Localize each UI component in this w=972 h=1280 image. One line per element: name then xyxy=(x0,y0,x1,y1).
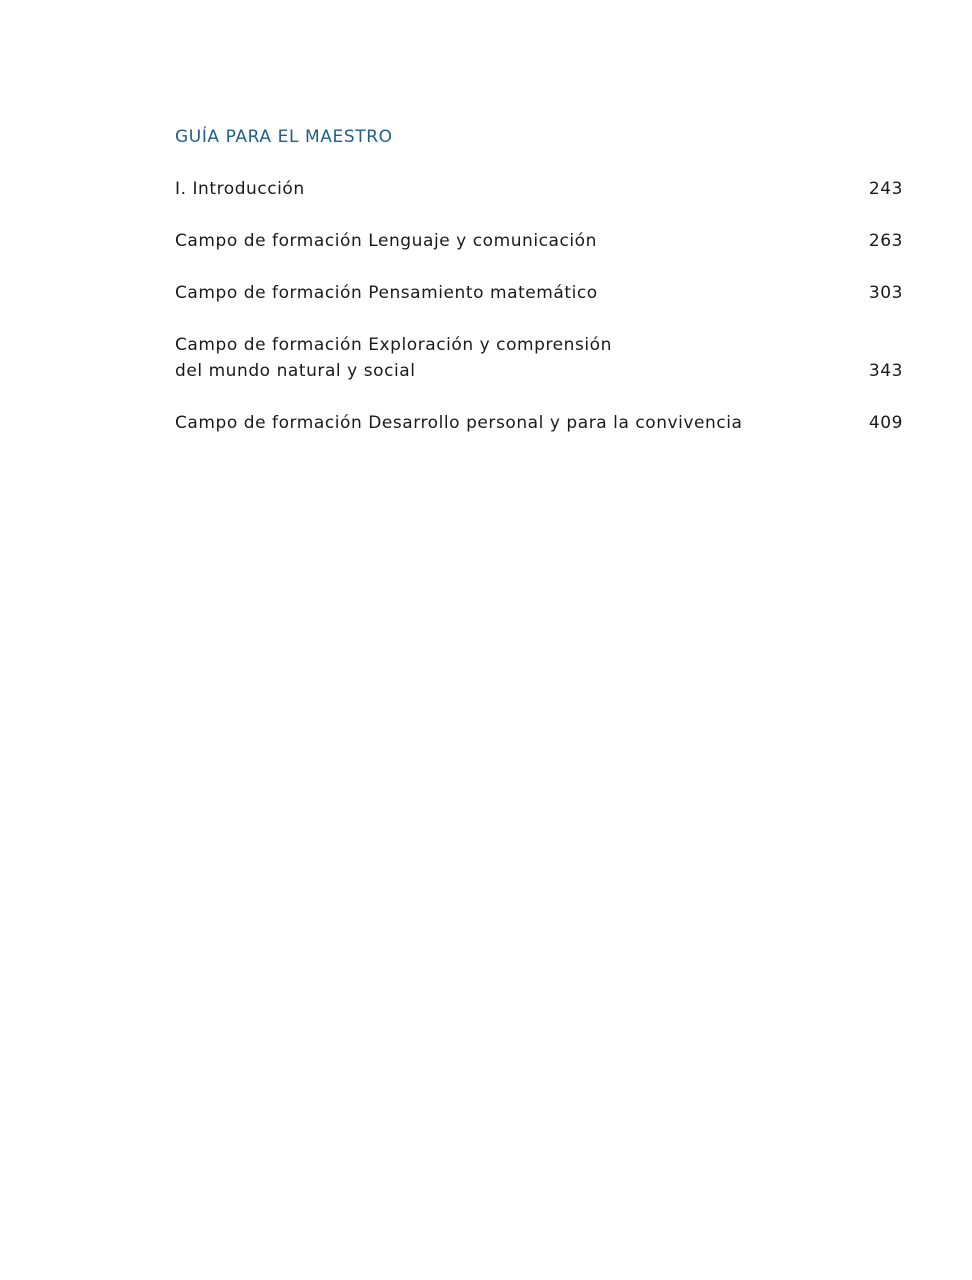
toc-entry-title xyxy=(175,280,598,306)
table-of-contents xyxy=(175,124,903,462)
toc-entry-title xyxy=(175,176,305,202)
toc-entry-title xyxy=(175,228,597,254)
toc-entry-title-line: Campo de formación Pensamiento matemático xyxy=(175,283,598,303)
toc-heading: GUÍA PARA EL MAESTRO xyxy=(175,127,393,147)
toc-entry-title-line: del mundo natural y social xyxy=(175,361,416,381)
toc-entry-page-number: 263 xyxy=(868,231,903,251)
toc-entry-exploracion[interactable] xyxy=(175,332,903,384)
toc-entry-title xyxy=(175,410,743,436)
toc-entry-page-number: 343 xyxy=(868,361,903,381)
toc-entry-pensamiento[interactable] xyxy=(175,280,903,306)
toc-entry-page-number: 303 xyxy=(868,283,903,303)
toc-entry-title-line: Campo de formación Desarrollo personal y para la convivencia xyxy=(175,413,743,433)
toc-entry-title-line: Campo de formación Exploración y comprensión xyxy=(175,335,612,355)
toc-entry-lenguaje[interactable] xyxy=(175,228,903,254)
toc-entry-title xyxy=(175,332,612,384)
toc-entry-title-line: Campo de formación Lenguaje y comunicación xyxy=(175,231,597,251)
toc-entry-title-line: I. Introducción xyxy=(175,179,305,199)
toc-entry-introduccion[interactable] xyxy=(175,176,903,202)
toc-entry-desarrollo[interactable] xyxy=(175,410,903,436)
toc-entry-page-number: 409 xyxy=(868,413,903,433)
toc-entry-page-number: 243 xyxy=(868,179,903,199)
